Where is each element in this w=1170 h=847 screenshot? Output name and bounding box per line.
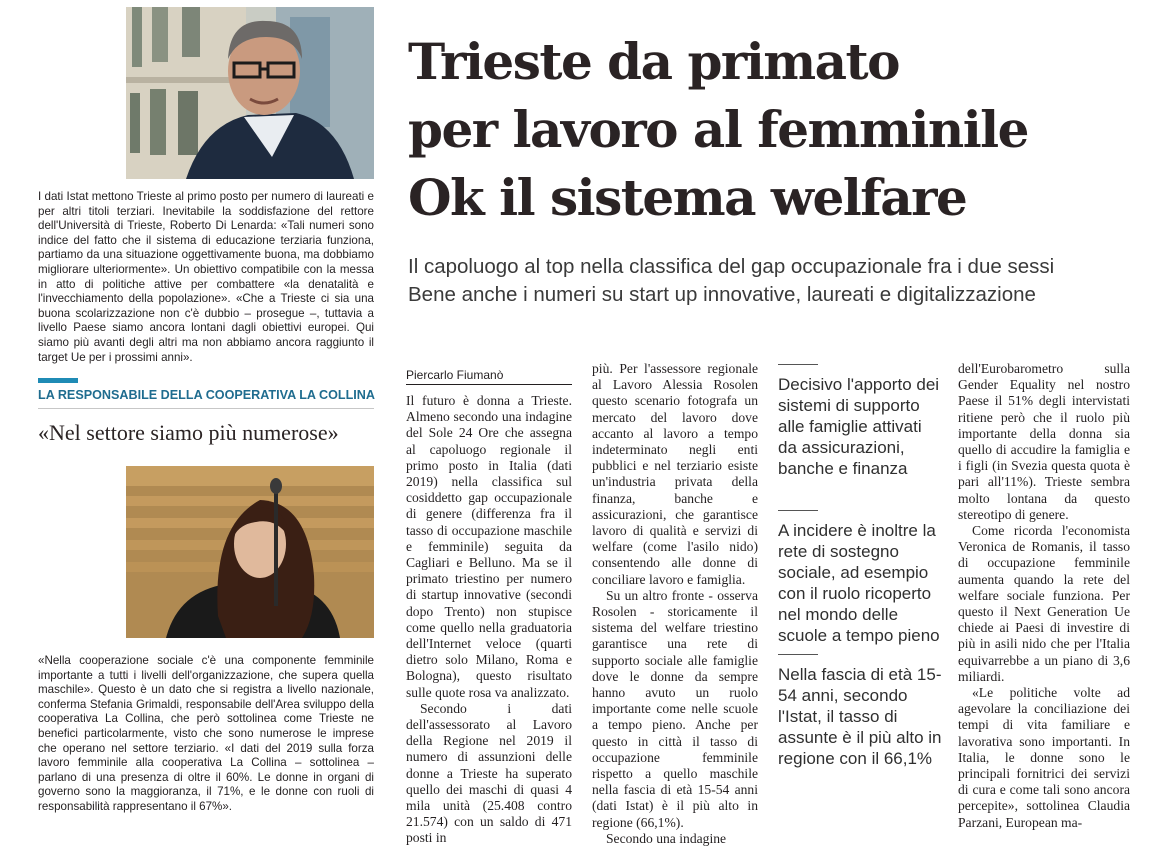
sidebar-caption: «Nella cooperazione sociale c'è una componente femminile importante a tutti i livelli dell'organizzazione, che supera quella maschile». Questo è un dato che si registra a livello nazionale, conferma Stefania Grimaldi, responsabile dell'Area sviluppo della cooperativa La Collina, che però sottolinea come Trieste ne benefici particolarmente, visto che sono numerose le imprese che operano nel settore terziario. «I dati del 2019 sulla forza lavoro femminile alla cooperativa La Collina – sottolinea – parlano di una presenza di oltre il 60%. Le donne in organi di governo sono la maggioranza, il 71%, e le donne con ruoli di responsabilità rappresentano il 67%». <box>38 654 374 813</box>
grimaldi-photo <box>126 466 374 638</box>
pull-quote: Decisivo l'apporto dei sistemi di supporto alle famiglie attivati da assicurazioni, banche e finanza <box>778 375 940 478</box>
kicker-accent-bar <box>38 378 78 383</box>
subheadline <box>408 253 1168 309</box>
paragraph: Secondo una indagine <box>606 830 727 846</box>
rector-photo <box>126 7 374 179</box>
pull-quote-rule <box>778 510 818 511</box>
subhead-line: Bene anche i numeri su start up innovative, laureati e digitalizzazione <box>408 283 1036 306</box>
article-column-2 <box>592 361 758 847</box>
paragraph: più. Per l'assessore regionale al Lavoro Alessia Rosolen questo scenario fotografa un mercato del lavoro dove accanto al lavoro a tempo indeterminato negli enti pubblici e nel terziario esiste un'industria privata della finanza, banche e assicurazioni, che garantisce lavoro di qualità e servizi di welfare (come l'asilo nido) consentendo alle donne di conciliare lavoro e famiglia. <box>592 361 758 587</box>
article-column-1 <box>406 393 572 847</box>
article-column-4 <box>958 361 1130 831</box>
pull-quote: A incidere è inoltre la rete di sostegno sociale, ad esempio con il ruolo ricoperto nel mondo delle scuole a tempo pieno <box>778 521 940 645</box>
paragraph: dell'Eurobarometro sulla Gender Equality nel nostro Paese il 51% degli intervistati ritiene però che il ruolo più importante della donna sia quello di accudire la famiglia e i figli (in Svezia questa quota è pari all'11%). Trieste sembra molto lontana da questo stereotipo di genere. <box>958 361 1130 522</box>
paragraph: Il futuro è donna a Trieste. Almeno secondo una indagine del Sole 24 Ore che assegna al capoluogo regionale il primo posto in Italia (dati 2019) nella classifica sul cosiddetto gap occupazionale di genere (differenza fra il tasso di occupazione maschile e femminile) seguita da Cagliari e Belluno. Ma se il primato triestino per numero di startup innovative (secondi dopo Trento) non stupisce come quello nella graduatoria dell'Internet veloce (quarti dietro solo Milano, Roma e Bologna), questo risultato sulle quote rosa va analizzato. <box>406 393 572 700</box>
pull-quote-rule <box>778 654 818 655</box>
byline-rule <box>406 384 572 385</box>
pull-quote: Nella fascia di età 15-54 anni, secondo l'Istat, il tasso di assunte è il più alto in regione con il 66,1% <box>778 665 942 768</box>
paragraph: Secondo i dati dell'assessorato al Lavoro della Regione nel 2019 il numero di assunzioni delle donne a Trieste ha superato quello dei maschi di quasi 4 mila unità (25.408 contro 21.574) con un saldo di 471 posti in <box>406 700 572 846</box>
headline-line: Ok il sistema welfare <box>408 168 967 227</box>
paragraph: «Le politiche volte ad agevolare la conciliazione dei tempi di vita familiare e lavorativa sono importanti. In Italia, le donne sono le principali fornitrici dei servizi di cura e come tali sono ancora percepite», sottolinea Claudia Parzani, European ma- <box>958 685 1130 830</box>
rector-caption: I dati Istat mettono Trieste al primo posto per numero di laureati e per altri titoli terziari. Inevitabile la soddisfazione del rettore dell'Università di Trieste, Roberto Di Lenarda: «Tali numeri sono indice del fatto che il sistema di educazione terziaria funziona, partiamo da una situazione oggettivamente buona, ma dobbiamo migliorare ulteriormente». Un obiettivo compatibile con la messa in atto di politiche attive per combattere «la denatalità e l'invecchiamento della popolazione». «Che a Trieste ci sia una buona scolarizzazione non c'è dubbio – prosegue –, tuttavia a livello Paese siamo ancora lontani dagli obiettivi europei. Qui siamo più avanti degli altri ma non abbiamo ancora raggiunto il target Ue per i prossimi anni». <box>38 190 374 364</box>
paragraph: Come ricorda l'economista Veronica de Romanis, il tasso di occupazione femminile aumenta quando la rete del welfare sociale funziona. Per questo il Next Generation Ue chiede ai Paesi di investire di più in asili nido che per l'Italia equivarrebbe a un piano di 3,6 miliardi. <box>958 523 1130 684</box>
byline: Piercarlo Fiumanò <box>406 368 504 382</box>
headline-line: Trieste da primato <box>408 32 899 91</box>
sidebar-rule <box>38 408 374 409</box>
paragraph: Su un altro fronte - osserva Rosolen - storicamente il sistema del welfare triestino garantisce una rete di supporto sociale alle famiglie dove le donne da sempre hanno avuto un ruolo importante come nelle scuole a tempo pieno. Anche per questo in città il tasso di occupazione femminile rispetto a quello maschile nella fascia di età 15-54 anni (dati Istat) è il più alto in regione (66,1%). <box>592 587 758 830</box>
headline <box>408 28 1168 232</box>
sidebar-kicker: LA RESPONSABILE DELLA COOPERATIVA LA COLLINA <box>38 388 375 402</box>
subhead-line: Il capoluogo al top nella classifica del gap occupazionale fra i due sessi <box>408 255 1055 278</box>
headline-line: per lavoro al femminile <box>408 100 1028 159</box>
sidebar-title: «Nel settore siamo più numerose» <box>38 420 339 445</box>
pull-quote-rule <box>778 364 818 365</box>
